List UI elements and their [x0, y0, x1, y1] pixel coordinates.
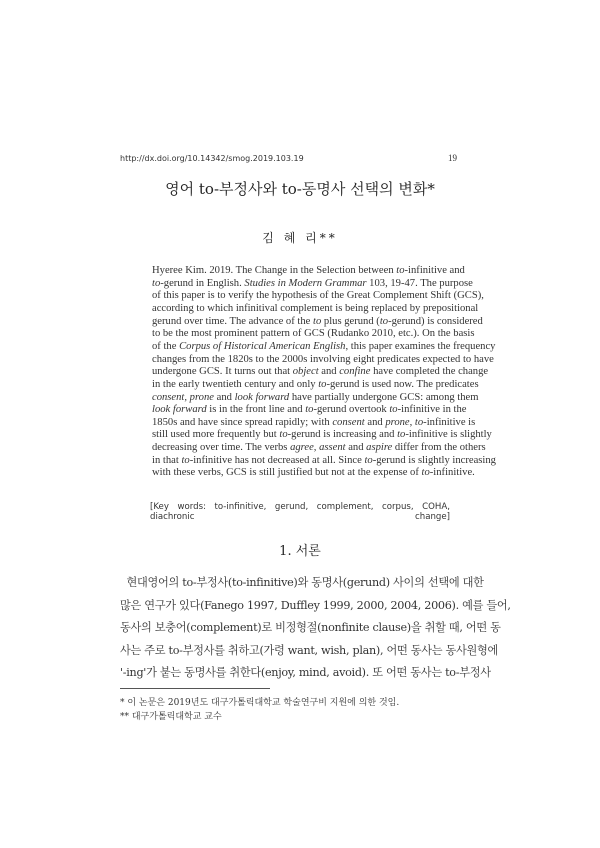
text-run: differ from the others [392, 442, 486, 454]
text-run: 1850s and have since spread rapidly; with [152, 416, 333, 428]
doi-link[interactable]: http://dx.doi.org/10.14342/smog.2019.103.19 [120, 154, 304, 163]
text-run: is in the front line and [206, 404, 306, 416]
text-run: still used more frequently but [152, 429, 280, 441]
abstract-line [152, 290, 484, 302]
text-run: decreasing over time. The verbs [152, 442, 291, 454]
abstract-line [152, 467, 475, 479]
body-line: 사는 주로 to-부정사를 취하고(가령 want, wish, plan), 어떤 동사는 동사원형에 [120, 643, 499, 657]
page-number: 19 [448, 153, 457, 163]
text-run: have partially undergone GCS: among them [289, 391, 479, 403]
italic-text: aspire [366, 442, 393, 454]
footnote-divider [120, 688, 270, 689]
abstract-line [152, 454, 496, 467]
italic-text: consent, prone [152, 391, 214, 403]
abstract-line [152, 442, 486, 454]
italic-text: prone, to [385, 416, 424, 428]
abstract-line [152, 366, 489, 378]
abstract-line [152, 416, 476, 429]
text-run: gerund over time. The advance of the [152, 315, 314, 327]
text-run: -infinitive has not decreased at all. Since [189, 454, 365, 466]
footnote-2: ** 대구가톨릭대학교 교수 [120, 712, 222, 722]
body-line: '-ing'가 붙는 동명사를 취한다(enjoy, mind, avoid). 또 어떤 동사는 to-부정사 [120, 666, 491, 680]
text-run: and [213, 391, 235, 403]
body-line: 현대영어의 to-부정사(to-infinitive)와 동명사(gerund) 사이의 선택에 대한 [120, 576, 484, 589]
italic-text: to [421, 467, 430, 479]
italic-text: confine [339, 366, 371, 378]
keywords: [Key words: to-infinitive, gerund, complement, corpus, COHA, diachronic change] [150, 502, 450, 522]
text-run: plus gerund ( [321, 315, 380, 327]
italic-text: to [152, 277, 161, 289]
text-run: of the [152, 340, 180, 352]
italic-text: to [181, 454, 190, 466]
text-run: -gerund is used now. The predicates [326, 378, 479, 390]
italic-text: to [396, 265, 405, 276]
body-line: 동사의 보충어(complement)로 비정형절(nonfinite clause)을 취할 때, 어떤 동 [120, 621, 501, 635]
italic-text: consent [332, 416, 365, 428]
italic-text: look forward [152, 404, 207, 416]
text-run: -gerund is slightly increasing [372, 454, 496, 466]
text-run: Hyeree Kim. 2019. The Change in the Selection between [152, 265, 397, 276]
body-line: 많은 연구가 있다(Fanego 1997, Duffley 1999, 2000, 2004, 2006). 예를 들어, [120, 598, 511, 612]
text-run: -gerund is increasing and [287, 429, 398, 441]
abstract-line [152, 391, 479, 404]
abstract-line [152, 277, 473, 290]
text-run: and [345, 442, 367, 454]
footnote-1: * 이 논문은 2019년도 대구가톨릭대학교 학술연구비 지원에 의한 것임. [120, 698, 400, 708]
text-run: with these verbs, GCS is still justified but not at the expense of [152, 467, 422, 479]
abstract-line [152, 378, 479, 391]
italic-text: to [318, 378, 327, 390]
section-heading: 1. 서론 [279, 544, 321, 559]
text-run: -gerund overtook [313, 404, 390, 416]
abstract-line [152, 340, 496, 353]
italic-text: to [364, 454, 373, 466]
italic-text: to [397, 429, 406, 441]
text-run: , this paper examines the frequency [345, 340, 496, 352]
italic-text: agree, assent [290, 442, 346, 454]
italic-text: Corpus of Historical American English [179, 340, 346, 352]
text-run: -infinitive and [404, 265, 465, 276]
abstract-line [152, 429, 492, 441]
text-run: -infinitive in the [397, 404, 467, 416]
author-name: 김 혜 리** [262, 231, 338, 245]
text-run: -infinitive is slightly [405, 429, 492, 441]
text-run: in that [152, 454, 182, 466]
text-run: -gerund) is considered [388, 315, 483, 327]
text-run: changes from the 1820s to the 2000s involving eight predicates expected to have [152, 353, 494, 365]
italic-text: Studies in Modern Grammar [244, 277, 367, 289]
abstract-line [152, 265, 465, 277]
abstract-line [152, 353, 494, 366]
text-run: 103, 19-47. The purpose [366, 277, 473, 289]
italic-text: to [379, 315, 389, 327]
text-run: to be the most prominent pattern of GCS (Rudanko 2010, etc.). On the basis [152, 328, 475, 340]
abstract-line [152, 315, 483, 328]
italic-text: to [313, 315, 322, 327]
paper-title: 영어 to-부정사와 to-동명사 선택의 변화* [165, 180, 435, 198]
italic-text: object [292, 366, 319, 378]
text-run: and [364, 416, 386, 428]
text-run: have completed the change [370, 366, 489, 378]
italic-text: to [389, 404, 398, 416]
italic-text: to [279, 429, 288, 441]
text-run: -gerund in English. [160, 277, 245, 289]
abstract-line [152, 302, 479, 315]
text-run: and [318, 366, 340, 378]
text-run: -infinitive. [429, 467, 475, 479]
abstract-line [152, 404, 467, 416]
text-run: of this paper is to verify the hypothesis of the Great Complement Shift (GCS), [152, 290, 484, 302]
text-run: undergone GCS. It turns out that [152, 366, 293, 378]
italic-text: to [305, 404, 314, 416]
text-run: in the early twentieth century and only [152, 378, 319, 390]
abstract-line [152, 328, 475, 340]
italic-text: look forward [234, 391, 290, 403]
text-run: -infinitive is [423, 416, 476, 428]
text-run: according to which infinitival complement is being replaced by prepositional [152, 302, 479, 314]
